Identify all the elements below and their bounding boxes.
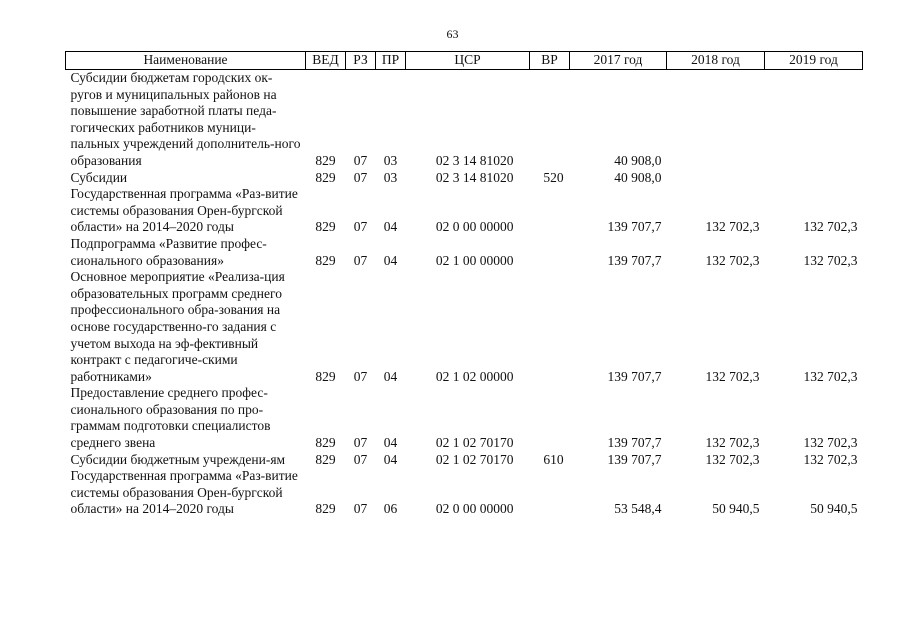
cell-csr: 02 1 00 00000 (435, 252, 514, 268)
cell-csr: 02 1 02 70170 (435, 451, 514, 467)
table-row (66, 186, 863, 236)
column-header-csr: ЦСР (406, 52, 530, 70)
cell-rz: 07 (353, 252, 368, 268)
cell-ved: 829 (315, 169, 336, 185)
column-header-ved: ВЕД (306, 52, 346, 70)
cell-vr (530, 236, 570, 269)
cell-vr: 520 (543, 169, 564, 185)
cell-name: Основное мероприятие «Реализа-ция образовательных программ среднего профессионального обра-зования на основе государственно-го задания с учетом выхода на эф-фективный контракт с педагогиче-скими работниками» (70, 269, 285, 384)
table-row (66, 452, 863, 469)
cell-vr (530, 186, 570, 236)
table-row (66, 170, 863, 187)
cell-y2019: 132 702,3 (803, 252, 858, 268)
cell-y2018: 132 702,3 (705, 435, 760, 451)
cell-name: Государственная программа «Раз-витие системы образования Орен-бургской области» на 2014–2020 годы (70, 468, 298, 517)
cell-csr: 02 0 00 00000 (435, 219, 514, 235)
cell-rz: 07 (353, 219, 368, 235)
cell-pr: 04 (383, 435, 398, 451)
cell-y2018 (667, 170, 765, 187)
cell-vr (530, 385, 570, 451)
column-header-name: Наименование (66, 52, 306, 70)
table-row (66, 269, 863, 385)
cell-y2018 (667, 70, 765, 170)
cell-y2017: 53 548,4 (614, 501, 662, 517)
table-row (66, 468, 863, 518)
cell-pr: 04 (383, 368, 398, 384)
cell-rz: 07 (353, 368, 368, 384)
cell-vr: 610 (543, 451, 564, 467)
cell-rz: 07 (353, 451, 368, 467)
cell-csr: 02 1 02 70170 (435, 435, 514, 451)
column-header-2018: 2018 год (667, 52, 765, 70)
cell-rz: 07 (353, 435, 368, 451)
cell-rz: 07 (353, 169, 368, 185)
cell-y2017: 139 707,7 (607, 451, 662, 467)
table-row (66, 236, 863, 269)
cell-y2017: 139 707,7 (607, 219, 662, 235)
cell-vr (530, 468, 570, 518)
cell-pr: 04 (383, 219, 398, 235)
cell-csr: 02 3 14 81020 (435, 152, 514, 168)
cell-y2017: 40 908,0 (614, 152, 662, 168)
cell-name: Подпрограмма «Развитие профес-сионального образования» (70, 235, 267, 268)
cell-name: Субсидии бюджетам городских ок-ругов и муниципальных районов на повышение заработной платы педа-гогических работников муници-пальных учреждений дополнитель-ного образования (70, 70, 301, 168)
cell-pr: 03 (383, 169, 398, 185)
cell-name: Субсидии (70, 169, 128, 185)
cell-name: Государственная программа «Раз-витие системы образования Орен-бургской области» на 2014–2020 годы (70, 186, 298, 235)
cell-rz: 07 (353, 152, 368, 168)
cell-name: Предоставление среднего профес-сионального образования по про-граммам подготовки специалистов среднего звена (70, 385, 271, 451)
cell-pr: 06 (383, 501, 398, 517)
cell-pr: 04 (383, 252, 398, 268)
cell-y2019: 50 940,5 (810, 501, 858, 517)
cell-y2017: 139 707,7 (607, 435, 662, 451)
column-header-pr: ПР (376, 52, 406, 70)
column-header-vr: ВР (530, 52, 570, 70)
cell-y2018: 132 702,3 (705, 451, 760, 467)
cell-y2018: 50 940,5 (712, 501, 760, 517)
cell-y2019: 132 702,3 (803, 219, 858, 235)
cell-pr: 04 (383, 451, 398, 467)
cell-y2019: 132 702,3 (803, 435, 858, 451)
cell-vr (530, 70, 570, 170)
cell-y2017: 40 908,0 (614, 169, 662, 185)
cell-ved: 829 (315, 451, 336, 467)
cell-ved: 829 (315, 501, 336, 517)
cell-ved: 829 (315, 219, 336, 235)
cell-pr: 03 (383, 152, 398, 168)
cell-y2018: 132 702,3 (705, 252, 760, 268)
page-number: 63 (446, 27, 459, 41)
cell-y2017: 139 707,7 (607, 368, 662, 384)
cell-y2019 (765, 170, 863, 187)
cell-y2018: 132 702,3 (705, 368, 760, 384)
column-header-2017: 2017 год (570, 52, 667, 70)
cell-rz: 07 (353, 501, 368, 517)
cell-csr: 02 3 14 81020 (435, 169, 514, 185)
cell-y2017: 139 707,7 (607, 252, 662, 268)
cell-csr: 02 1 02 00000 (435, 368, 514, 384)
table-header-row (66, 52, 863, 70)
cell-ved: 829 (315, 435, 336, 451)
cell-ved: 829 (315, 252, 336, 268)
cell-vr (530, 269, 570, 385)
column-header-2019: 2019 год (765, 52, 863, 70)
cell-y2018: 132 702,3 (705, 219, 760, 235)
cell-y2019: 132 702,3 (803, 368, 858, 384)
table-row (66, 385, 863, 451)
cell-y2019: 132 702,3 (803, 451, 858, 467)
table-row (66, 70, 863, 170)
cell-csr: 02 0 00 00000 (435, 501, 514, 517)
cell-ved: 829 (315, 152, 336, 168)
cell-name: Субсидии бюджетным учреждени-ям (70, 451, 286, 467)
cell-y2019 (765, 70, 863, 170)
cell-ved: 829 (315, 368, 336, 384)
budget-table (65, 51, 863, 518)
column-header-rz: РЗ (346, 52, 376, 70)
